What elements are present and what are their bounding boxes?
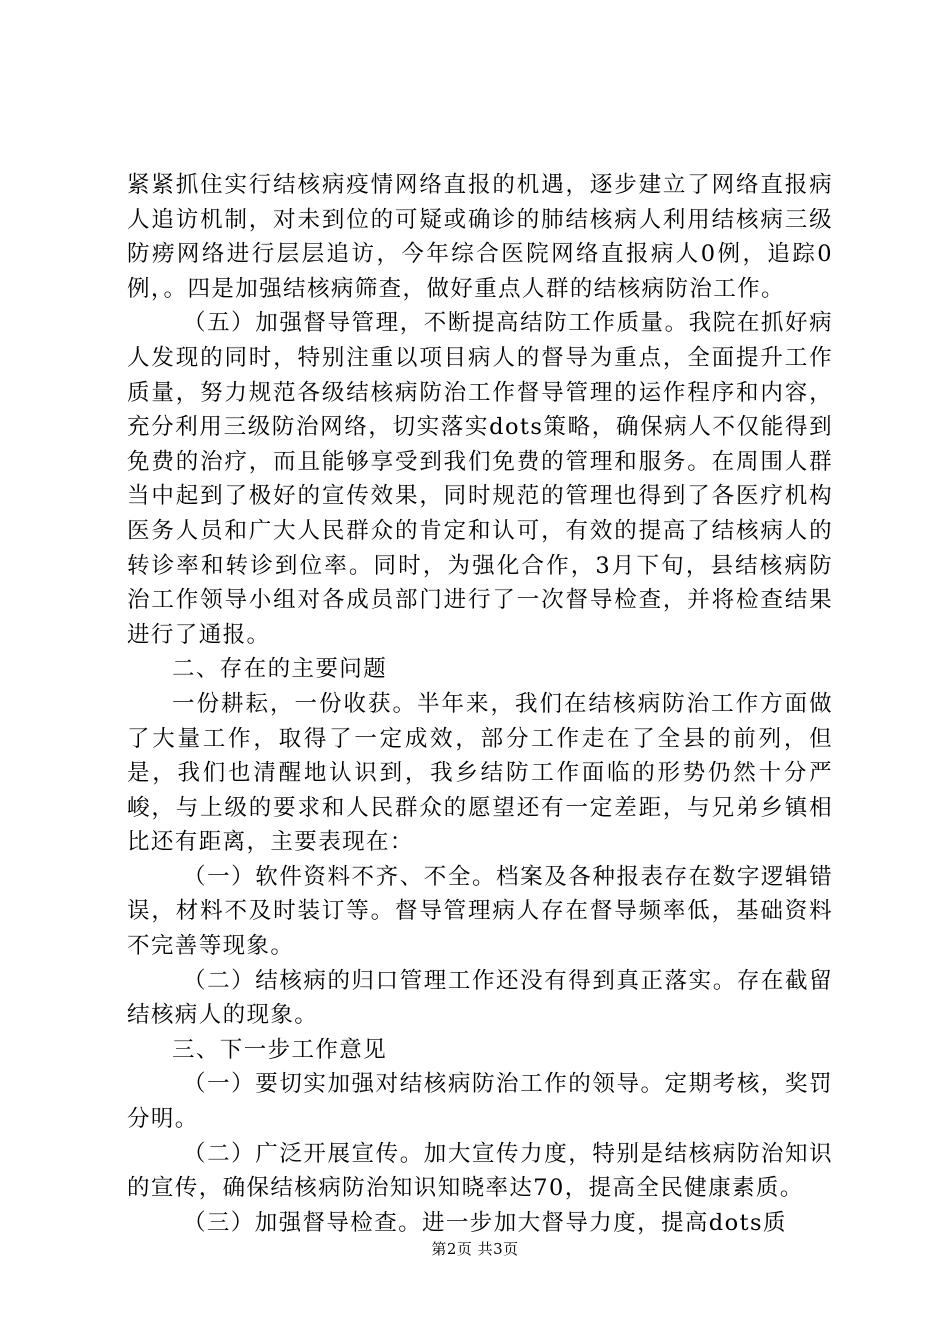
section-heading-next-steps: 三、下一步工作意见 xyxy=(172,1036,388,1063)
paragraph-problems-intro: 一份耕耘，一份收获。半年来，我们在结核病防治工作方面做了大量工作，取得了一定成效，部分工作走在了全县的前列，但是，我们也清醒地认识到，我乡结防工作面临的形势仍然十分严峻，与上级的要求和人民群众的愿望还有一定差距，与兄弟乡镇相比还有距离，主要表现在： xyxy=(127,690,833,856)
paragraph-step-3: （三）加强督导检查。进一步加大督导力度，提高dots质 xyxy=(183,1209,787,1236)
paragraph-step-2: （二）广泛开展宣传。加大宣传力度，特别是结核病防治知识的宣传，确保结核病防治知识知晓率达70，提高全民健康素质。 xyxy=(127,1140,833,1202)
paragraph-step-1: （一）要切实加强对结核病防治工作的领导。定期考核，奖罚分明。 xyxy=(127,1071,833,1133)
page-number-footer: 第2页 共3页 xyxy=(431,1240,519,1258)
section-heading-problems: 二、存在的主要问题 xyxy=(172,656,388,683)
paragraph-problem-1: （一）软件资料不齐、不全。档案及各种报表存在数字逻辑错误，材料不及时装订等。督导管理病人存在督导频率低，基础资料不完善等现象。 xyxy=(127,863,833,960)
paragraph-supervision: （五）加强督导管理，不断提高结防工作质量。我院在抓好病人发现的同时，特别注重以项目病人的督导为重点，全面提升工作质量，努力规范各级结核病防治工作督导管理的运作程序和内容，充分利用三级防治网络，切实落实dots策略，确保病人不仅能得到免费的治疗，而且能够享受到我们免费的管理和服务。在周围人群当中起到了极好的宣传效果，同时规范的管理也得到了各医疗机构医务人员和广大人民群众的肯定和认可，有效的提高了结核病人的转诊率和转诊到位率。同时，为强化合作，3月下旬，县结核病防治工作领导小组对各成员部门进行了一次督导检查，并将检查结果进行了通报。 xyxy=(127,310,833,648)
paragraph-problem-2: （二）结核病的归口管理工作还没有得到真正落实。存在截留结核病人的现象。 xyxy=(127,967,833,1029)
paragraph-continuation: 紧紧抓住实行结核病疫情网络直报的机遇，逐步建立了网络直报病人追访机制，对未到位的可疑或确诊的肺结核病人利用结核病三级防痨网络进行层层追访，今年综合医院网络直报病人0例，追踪0例，。四是加强结核病筛查，做好重点人群的结核病防治工作。 xyxy=(127,172,833,302)
document-body xyxy=(127,168,833,1240)
